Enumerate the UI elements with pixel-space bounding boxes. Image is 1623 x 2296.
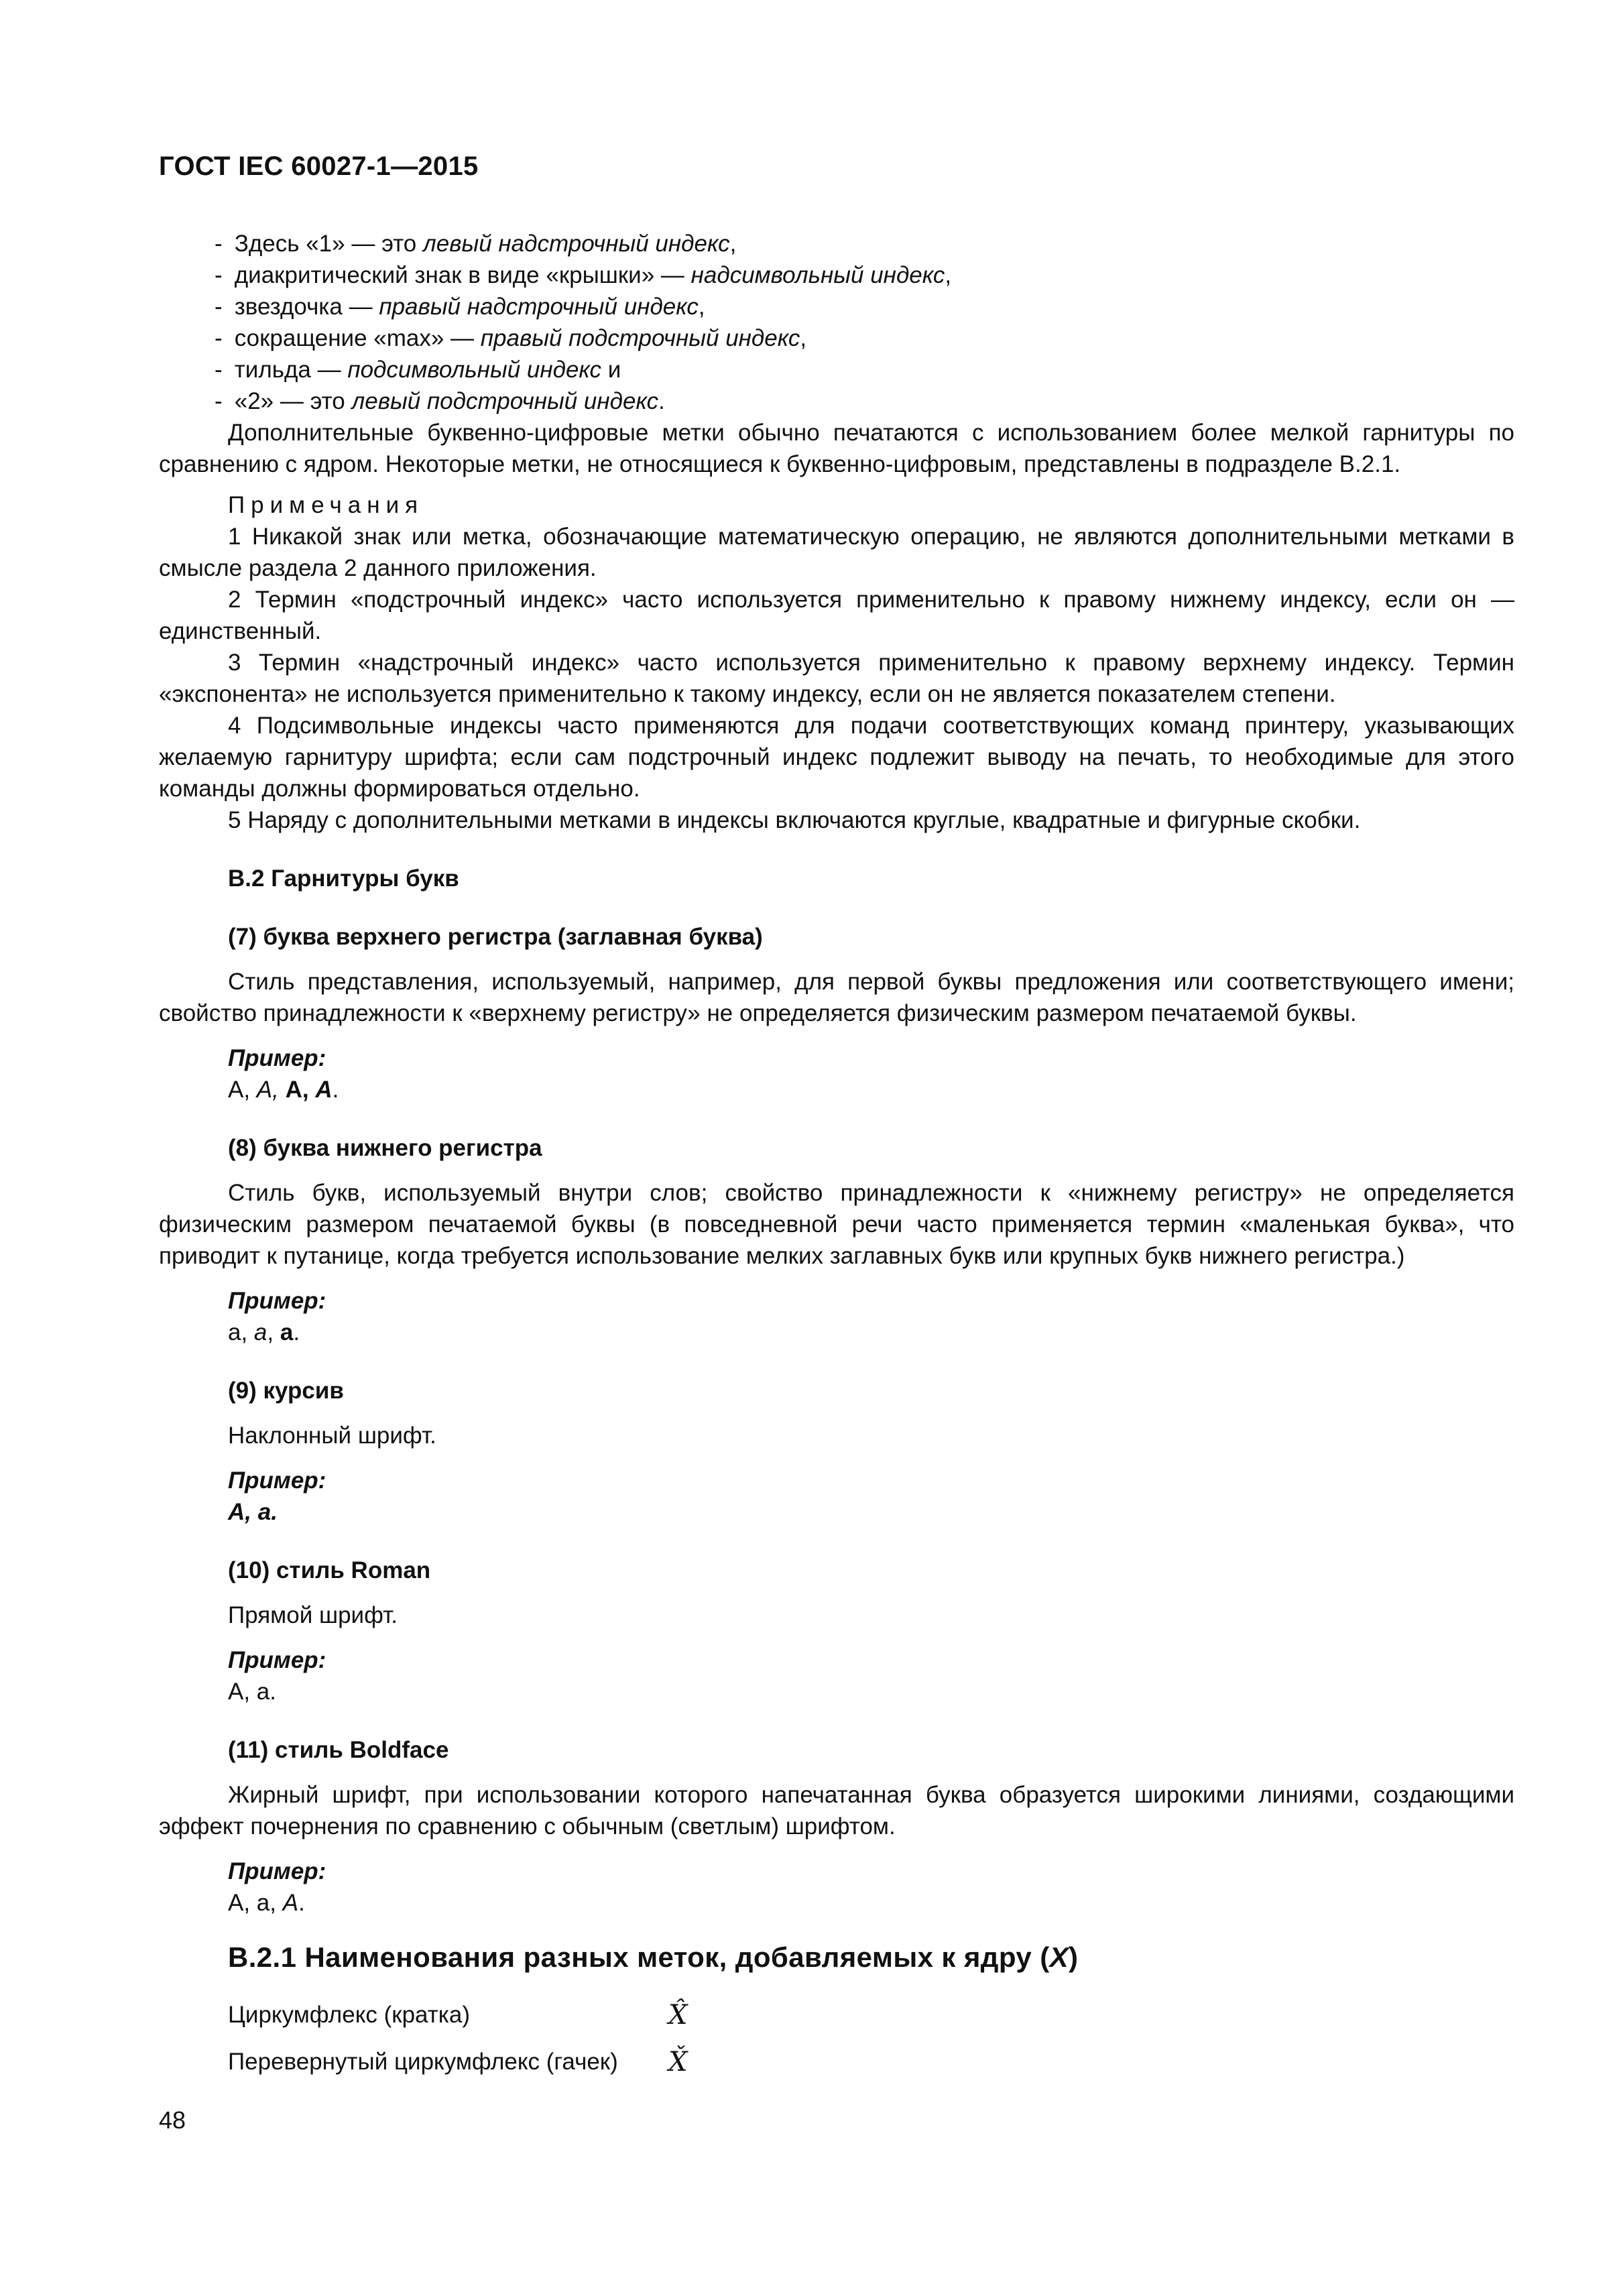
note-item: 5 Наряду с дополнительными метками в индексы включаются круглые, квадратные и фигурные скобки.	[228, 807, 1361, 833]
note-item: 4 Подсимвольные индексы часто применяются для подачи соответствующих команд принтеру, указывающих желаемую гарнитуру шрифта; если сам подстрочный индекс подлежит выводу на печать, то необходимые для этого команды должны формироваться отдельно.	[159, 713, 1514, 802]
example-value-11: A, a, A.	[228, 1890, 305, 1916]
section-heading-b2: В.2 Гарнитуры букв	[228, 865, 459, 892]
example-value-9: A, a.	[228, 1499, 278, 1525]
term-text-11: Жирный шрифт, при использовании которого напечатанная буква образуется широкими линиями, создающими эффект почернения по сравнению с обычным (светлым) шрифтом.	[159, 1782, 1514, 1839]
page-number: 48	[159, 2106, 186, 2134]
note-item: 1 Никакой знак или метка, обозначающие математическую операцию, не являются дополнительными метками в смысле раздела 2 данного приложения.	[159, 524, 1514, 581]
list-item: - звездочка — правый надстрочный индекс,	[215, 294, 705, 320]
term-text-8: Стиль букв, используемый внутри слов; свойство принадлежности к «нижнему регистру» не определяется физическим размером печатаемой буквы (в повседневной речи часто применяется термин «маленькая буква», что приводит к путанице, когда требуется использование мелких заглавных букв или крупных букв нижнего регистра.)	[159, 1180, 1514, 1269]
example-value-10: A, a.	[228, 1679, 276, 1705]
example-value-7: A, A, A, A.	[228, 1077, 339, 1103]
mark-row-circumflex	[159, 1992, 1514, 2039]
term-text-10: Прямой шрифт.	[228, 1602, 398, 1628]
example-label: Пример:	[228, 1045, 326, 1071]
mark-symbol: X̌	[668, 2047, 688, 2077]
term-heading-7: (7) буква верхнего регистра (заглавная буква)	[228, 924, 763, 950]
note-item: 3 Термин «надстрочный индекс» часто используется применительно к правому верхнему индексу. Термин «экспонента» не используется применительно к такому индексу, если он не является показателем степени.	[159, 650, 1514, 707]
example-label: Пример:	[228, 1467, 326, 1494]
mark-symbol: X̂	[668, 2000, 688, 2031]
list-item: - сокращение «max» — правый подстрочный индекс,	[215, 325, 807, 351]
mark-label: Циркумфлекс (кратка)	[228, 2002, 470, 2028]
mark-row-caron	[159, 2039, 1514, 2086]
term-text-9: Наклонный шрифт.	[228, 1423, 436, 1449]
term-heading-9: (9) курсив	[228, 1378, 344, 1404]
term-heading-10: (10) стиль Roman	[228, 1557, 431, 1583]
index-list	[159, 228, 1514, 417]
notes-heading: Примечания	[228, 492, 424, 518]
list-item: - «2» — это левый подстрочный индекс.	[215, 388, 665, 414]
document-header-title: ГОСТ IEC 60027-1—2015	[159, 152, 479, 181]
list-item: - Здесь «1» — это левый надстрочный индекс,	[215, 231, 737, 257]
paragraph-additional-marks: Дополнительные буквенно-цифровые метки обычно печатаются с использованием более мелкой гарнитуры по сравнению с ядром. Некоторые метки, не относящиеся к буквенно-цифровым, представлены в подразделе В.2.1.	[159, 420, 1514, 477]
example-label: Пример:	[228, 1647, 326, 1673]
mark-label: Перевернутый циркумфлекс (гачек)	[228, 2049, 618, 2075]
example-value-8: a, a, a.	[228, 1319, 300, 1345]
example-label: Пример:	[228, 1288, 326, 1314]
term-heading-11: (11) стиль Boldface	[228, 1737, 449, 1763]
list-item: - тильда — подсимвольный индекс и	[215, 357, 621, 383]
list-item: - диакритический знак в виде «крышки» — надсимвольный индекс,	[215, 262, 952, 288]
term-heading-8: (8) буква нижнего регистра	[228, 1135, 542, 1161]
note-item: 2 Термин «подстрочный индекс» часто используется применительно к правому нижнему индексу, если он — единственный.	[159, 587, 1514, 644]
document-body	[159, 228, 1514, 2086]
subsection-heading-b21: В.2.1 Наименования разных меток, добавляемых к ядру (X)	[228, 1941, 1079, 1973]
term-text-7: Стиль представления, используемый, например, для первой буквы предложения или соответствующего имени; свойство принадлежности к «верхнему регистру» не определяется физическим размером печатаемой буквы.	[159, 969, 1514, 1026]
example-label: Пример:	[228, 1858, 326, 1884]
